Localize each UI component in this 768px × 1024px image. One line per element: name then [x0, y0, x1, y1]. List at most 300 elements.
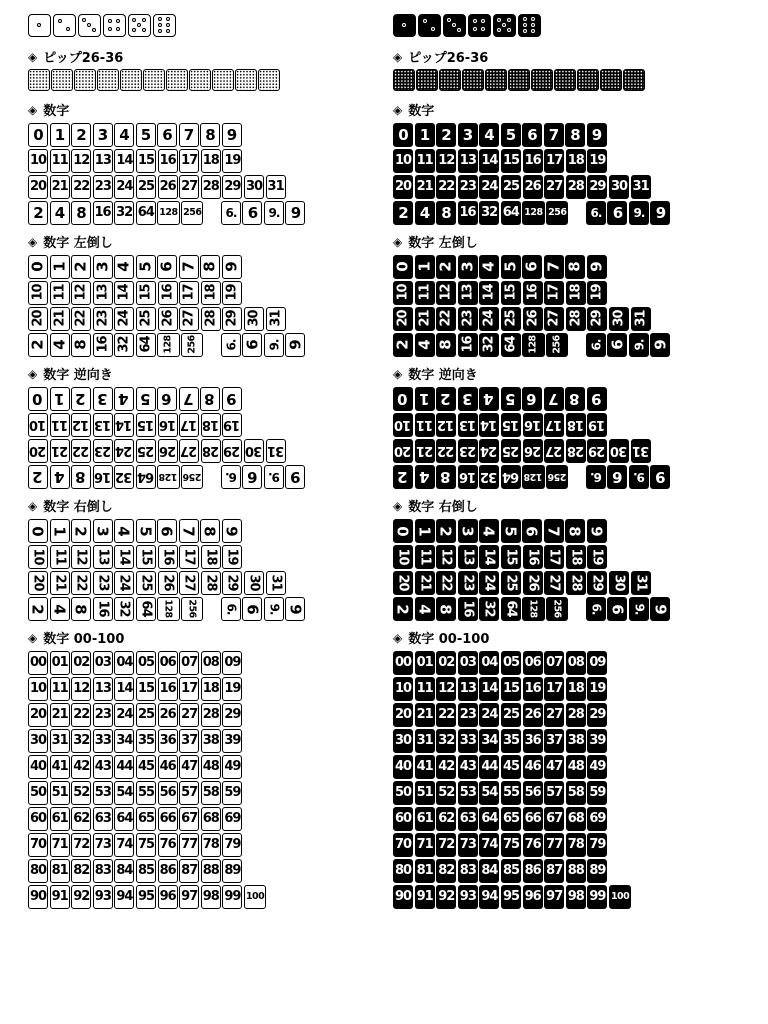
- number-glyph: 30: [30, 733, 47, 748]
- number-glyph: 99: [589, 889, 606, 904]
- number-tile: [114, 729, 134, 753]
- number-glyph: 128: [527, 599, 539, 618]
- number-glyph: 35: [137, 733, 155, 748]
- number-tile: [71, 439, 91, 463]
- number-tile: [28, 597, 48, 621]
- number-tile: [136, 755, 156, 779]
- number-glyph: 38: [567, 733, 584, 748]
- number-tile: [393, 729, 413, 753]
- number-glyph: 21: [417, 574, 433, 591]
- number-glyph: 12: [73, 681, 90, 696]
- number-tile: [222, 703, 242, 727]
- number-tile: [436, 413, 456, 437]
- number-tile: [436, 755, 456, 779]
- number-glyph: 64: [503, 336, 519, 353]
- pip-dot: [473, 27, 477, 31]
- number-tile: [158, 413, 178, 437]
- number-tile: [158, 885, 178, 909]
- number-row: [393, 806, 738, 831]
- number-tile: [179, 149, 199, 173]
- number-glyph: 16: [94, 205, 111, 220]
- number-tile: [629, 333, 649, 357]
- pip-dot: [497, 18, 501, 22]
- number-glyph: 6: [247, 203, 258, 222]
- dice-face-icon: [128, 14, 151, 37]
- pips-heading: [393, 47, 738, 66]
- number-tile: [458, 201, 478, 225]
- number-tile: [587, 833, 607, 857]
- pip-grid-tile: [235, 69, 257, 91]
- number-tile: [93, 149, 113, 173]
- number-tile: [264, 597, 284, 621]
- number-glyph: 6.: [223, 603, 238, 614]
- number-tile: [415, 281, 435, 305]
- number-glyph: 64: [502, 205, 519, 220]
- number-glyph: 6: [527, 125, 537, 144]
- number-glyph: 26: [524, 707, 541, 722]
- number-tile: [200, 255, 220, 279]
- number-tile: [285, 201, 305, 225]
- number-glyph: 89: [224, 863, 241, 878]
- number-tile: [264, 333, 284, 357]
- numbers-right-heading: [393, 496, 738, 515]
- number-tile: [415, 519, 435, 543]
- number-row: [28, 280, 373, 305]
- number-glyph: 29: [589, 310, 605, 327]
- number-tile: [415, 571, 435, 595]
- number-tile: [179, 807, 199, 831]
- number-tile: [50, 413, 70, 437]
- number-tile: [458, 307, 478, 331]
- number-tile: [71, 729, 91, 753]
- number-glyph: 28: [202, 707, 219, 722]
- number-glyph: 75: [137, 837, 155, 852]
- number-tile: [28, 545, 48, 569]
- number-glyph: 4: [415, 603, 434, 614]
- number-tile: [415, 833, 435, 857]
- number-glyph: 3: [462, 389, 473, 408]
- number-tile: [587, 651, 607, 675]
- number-glyph: 62: [438, 811, 455, 826]
- number-glyph: 72: [438, 837, 455, 852]
- number-glyph: 32: [481, 600, 497, 617]
- number-glyph: 21: [416, 707, 433, 722]
- number-glyph: 47: [546, 759, 563, 774]
- number-tile: [222, 545, 242, 569]
- pip-grid-tile: [416, 69, 438, 91]
- number-glyph: 30: [245, 179, 263, 194]
- number-tile: [436, 833, 456, 857]
- number-tile: [458, 413, 478, 437]
- number-tile: [415, 439, 435, 463]
- number-tile: [158, 439, 178, 463]
- number-row: [393, 464, 738, 489]
- number-glyph: 5: [140, 389, 151, 408]
- number-tile: [93, 781, 113, 805]
- number-tile: [28, 307, 48, 331]
- pip-dot: [507, 18, 511, 22]
- number-tile: [201, 703, 221, 727]
- number-glyph: 11: [51, 681, 68, 696]
- number-tile: [565, 255, 585, 279]
- pip-dot: [108, 27, 112, 31]
- number-glyph: 27: [546, 443, 563, 458]
- number-tile: [393, 571, 413, 595]
- pip-grid-tile: [577, 69, 599, 91]
- heading-label: 数字 左倒し: [408, 236, 478, 251]
- number-glyph: 9: [226, 125, 237, 144]
- number-glyph: 83: [94, 863, 111, 878]
- number-glyph: 31: [633, 574, 649, 591]
- number-tile: [458, 703, 478, 727]
- number-row: [28, 832, 373, 857]
- number-tile: [479, 885, 499, 909]
- number-tile: [415, 413, 435, 437]
- number-tile: [158, 307, 178, 331]
- number-glyph: 49: [589, 759, 606, 774]
- number-tile: [157, 597, 179, 621]
- number-glyph: 37: [181, 733, 198, 748]
- number-tile: [650, 465, 670, 489]
- pip-dot: [452, 23, 456, 27]
- dice-face-icon: [443, 14, 466, 37]
- number-glyph: 08: [202, 655, 219, 670]
- number-tile: [179, 677, 199, 701]
- number-tile: [201, 807, 221, 831]
- number-row: [393, 122, 738, 147]
- number-tile: [393, 149, 413, 173]
- number-glyph: 21: [51, 707, 68, 722]
- numbers-left-heading: [393, 232, 738, 251]
- number-glyph: 64: [116, 811, 133, 826]
- number-tile: [544, 571, 564, 595]
- number-glyph: 16: [525, 284, 541, 301]
- number-row: [28, 438, 373, 463]
- number-tile: [50, 703, 70, 727]
- number-tile: [501, 729, 521, 753]
- number-glyph: 7: [548, 389, 559, 408]
- number-glyph: 16: [95, 600, 111, 617]
- number-glyph: 7: [179, 525, 198, 536]
- number-tile: [50, 597, 70, 621]
- number-tile: [522, 465, 544, 489]
- number-tile: [544, 175, 564, 199]
- number-glyph: 11: [417, 548, 433, 565]
- number-glyph: 15: [502, 417, 520, 432]
- dice-face-icon: [28, 14, 51, 37]
- number-glyph: 10: [30, 548, 46, 565]
- number-tile: [114, 677, 134, 701]
- number-block-rotated-left: [393, 254, 738, 357]
- number-glyph: 57: [181, 785, 198, 800]
- number-tile: [28, 387, 48, 411]
- number-tile: [479, 729, 499, 753]
- pip-dot: [523, 29, 527, 33]
- number-tile: [201, 281, 221, 305]
- number-tile: [458, 597, 478, 621]
- number-glyph: 25: [137, 179, 155, 194]
- number-glyph: 18: [568, 284, 584, 301]
- number-tile: [244, 307, 264, 331]
- number-glyph: 6: [608, 339, 627, 350]
- number-glyph: 26: [160, 574, 176, 591]
- number-glyph: 24: [116, 443, 133, 458]
- number-tile: [523, 571, 543, 595]
- pip-grid-tile: [28, 69, 50, 91]
- number-glyph: 0: [398, 125, 408, 144]
- number-tile: [479, 255, 499, 279]
- number-glyph: 6: [158, 261, 176, 272]
- number-tile: [158, 281, 178, 305]
- number-glyph: 12: [73, 153, 90, 168]
- number-row: [393, 412, 738, 437]
- number-glyph: 10: [395, 681, 412, 696]
- number-glyph: 6: [162, 125, 172, 144]
- number-tile: [28, 519, 48, 543]
- number-glyph: 31: [51, 733, 68, 748]
- number-tile: [114, 571, 134, 595]
- pip-dot: [58, 19, 62, 23]
- number-tile: [266, 307, 286, 331]
- number-tile: [114, 439, 134, 463]
- number-glyph: 98: [567, 889, 584, 904]
- number-tile: [136, 387, 156, 411]
- diamond-bullet-icon: ◈: [393, 102, 403, 117]
- number-tile: [566, 413, 586, 437]
- number-tile: [522, 123, 542, 147]
- number-tile: [114, 651, 134, 675]
- pip-dot: [502, 23, 506, 27]
- number-glyph: 0: [398, 389, 408, 408]
- number-tile: [28, 201, 48, 225]
- number-tile: [71, 545, 91, 569]
- number-tile: [393, 201, 413, 225]
- number-glyph: 6: [158, 525, 176, 536]
- number-glyph: 24: [481, 707, 498, 722]
- number-glyph: 15: [502, 681, 520, 696]
- number-tile: [565, 519, 585, 543]
- number-glyph: 16: [159, 681, 176, 696]
- number-glyph: 26: [524, 443, 541, 458]
- number-glyph: 21: [52, 574, 68, 591]
- number-tile: [544, 281, 564, 305]
- dice-face-icon: [418, 14, 441, 37]
- number-tile: [479, 439, 499, 463]
- number-tile: [544, 755, 564, 779]
- number-tile: [565, 387, 585, 411]
- number-row: [393, 518, 738, 543]
- number-glyph: 4: [484, 389, 494, 408]
- number-tile: [201, 885, 221, 909]
- number-tile: [93, 333, 113, 357]
- number-tile: [609, 439, 629, 463]
- number-glyph: 91: [416, 889, 433, 904]
- number-tile: [114, 885, 134, 909]
- number-tile: [114, 333, 134, 357]
- number-glyph: 21: [51, 443, 68, 458]
- number-glyph: 0: [33, 125, 43, 144]
- number-tile: [566, 439, 586, 463]
- number-glyph: 11: [51, 417, 68, 432]
- number-tile: [415, 781, 435, 805]
- number-glyph: 14: [116, 681, 133, 696]
- number-tile: [71, 201, 91, 225]
- number-tile: [50, 123, 70, 147]
- number-tile: [566, 149, 586, 173]
- number-glyph: 25: [138, 310, 154, 327]
- number-tile: [415, 545, 435, 569]
- number-glyph: 17: [546, 681, 563, 696]
- number-row: [28, 806, 373, 831]
- number-glyph: 2: [394, 603, 412, 614]
- number-glyph: 14: [481, 284, 497, 301]
- number-row: [28, 676, 373, 701]
- number-row: [393, 438, 738, 463]
- numbers-left-heading: [28, 232, 373, 251]
- number-glyph: 12: [73, 417, 90, 432]
- number-tile: [393, 439, 413, 463]
- pip-dot: [447, 18, 451, 22]
- number-tile: [458, 255, 478, 279]
- pip-grid-tile: [258, 69, 280, 91]
- number-glyph: 28: [203, 574, 219, 591]
- number-glyph: 20: [395, 310, 411, 327]
- number-tile: [181, 597, 203, 621]
- number-tile: [393, 255, 413, 279]
- number-glyph: 36: [159, 733, 176, 748]
- number-tile: [501, 703, 521, 727]
- number-tile: [242, 333, 262, 357]
- number-row: [28, 148, 373, 173]
- pip-dot: [531, 23, 535, 27]
- number-glyph: 8: [76, 467, 86, 486]
- number-tile: [587, 571, 607, 595]
- number-glyph: 98: [202, 889, 219, 904]
- pip-grid-tile: [189, 69, 211, 91]
- number-glyph: 01: [416, 655, 433, 670]
- number-tile: [607, 201, 627, 225]
- number-tile: [158, 545, 178, 569]
- number-glyph: 52: [73, 785, 90, 800]
- heading-label: 数字 逆向き: [43, 368, 113, 383]
- number-tile: [222, 175, 242, 199]
- number-glyph: 84: [481, 863, 498, 878]
- number-tile: [609, 885, 631, 909]
- number-row: [28, 464, 373, 489]
- heading-label: 数字: [408, 104, 435, 119]
- number-glyph: 90: [30, 889, 47, 904]
- number-glyph: 09: [589, 655, 606, 670]
- number-tile: [479, 651, 499, 675]
- number-tile: [201, 545, 221, 569]
- pip-grid-tile: [600, 69, 622, 91]
- number-tile: [415, 755, 435, 779]
- number-glyph: 9.: [268, 469, 280, 484]
- number-tile: [71, 571, 91, 595]
- number-row: [28, 412, 373, 437]
- number-row: [393, 858, 738, 883]
- number-glyph: 62: [73, 811, 90, 826]
- number-tile: [566, 729, 586, 753]
- number-glyph: 64: [503, 600, 519, 617]
- number-tile: [458, 333, 478, 357]
- number-tile: [71, 387, 91, 411]
- number-glyph: 09: [224, 655, 241, 670]
- number-glyph: 14: [116, 284, 132, 301]
- number-tile: [136, 255, 156, 279]
- number-tile: [458, 651, 478, 675]
- number-tile: [436, 651, 456, 675]
- number-glyph: 3: [97, 389, 108, 408]
- number-tile: [201, 833, 221, 857]
- number-tile: [158, 807, 178, 831]
- number-tile: [158, 703, 178, 727]
- number-tile: [264, 201, 284, 225]
- number-glyph: 6.: [590, 205, 602, 220]
- number-tile: [136, 677, 156, 701]
- number-tile: [244, 885, 266, 909]
- number-tile: [607, 333, 627, 357]
- number-row: [393, 386, 738, 411]
- number-tile: [50, 519, 70, 543]
- number-glyph: 5: [501, 525, 520, 536]
- number-tile: [587, 781, 607, 805]
- number-tile: [114, 859, 134, 883]
- number-glyph: 08: [567, 655, 584, 670]
- number-glyph: 20: [395, 707, 412, 722]
- number-glyph: 20: [30, 574, 46, 591]
- pip-grid-tile: [212, 69, 234, 91]
- number-tile: [587, 807, 607, 831]
- number-glyph: 02: [73, 655, 90, 670]
- number-tile: [544, 307, 564, 331]
- number-glyph: 30: [611, 310, 627, 327]
- number-tile: [479, 677, 499, 701]
- number-tile: [242, 201, 262, 225]
- number-glyph: 22: [73, 179, 90, 194]
- number-glyph: 8: [441, 203, 451, 222]
- number-tile: [501, 597, 521, 621]
- number-glyph: 29: [589, 574, 605, 591]
- number-tile: [522, 597, 544, 621]
- number-tile: [222, 123, 242, 147]
- number-glyph: 8: [566, 261, 584, 272]
- number-glyph: 29: [589, 707, 606, 722]
- pip-grid-tile: [393, 69, 415, 91]
- number-tile: [393, 807, 413, 831]
- number-tile: [544, 387, 564, 411]
- pip-dot: [116, 27, 120, 31]
- pip-dot: [473, 19, 477, 23]
- number-tile: [28, 781, 48, 805]
- number-tile: [114, 545, 134, 569]
- number-tile: [393, 859, 413, 883]
- number-glyph: 30: [246, 310, 262, 327]
- number-tile: [50, 439, 70, 463]
- number-glyph: 39: [224, 733, 241, 748]
- number-tile: [50, 859, 70, 883]
- number-glyph: 13: [94, 417, 111, 432]
- number-tile: [393, 651, 413, 675]
- number-row: [393, 332, 738, 357]
- number-glyph: 64: [137, 205, 154, 220]
- number-glyph: 45: [502, 759, 520, 774]
- number-glyph: 6.: [225, 469, 237, 484]
- number-tile: [415, 859, 435, 883]
- number-tile: [157, 465, 179, 489]
- number-glyph: 33: [94, 733, 111, 748]
- number-glyph: 16: [525, 548, 541, 565]
